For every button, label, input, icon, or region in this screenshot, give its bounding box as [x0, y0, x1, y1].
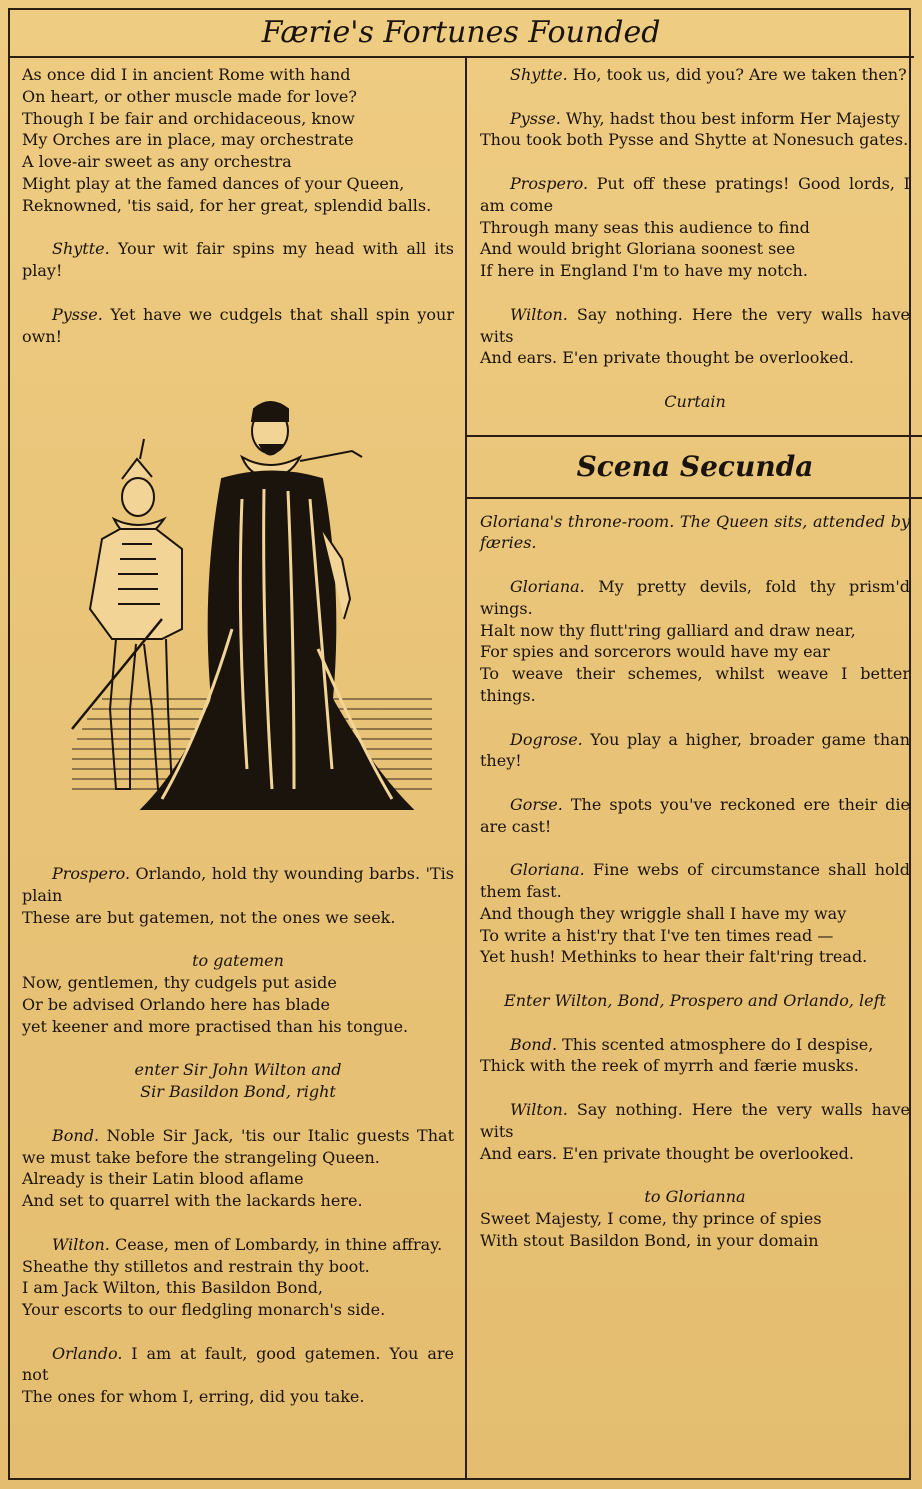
prospero-speech: [480, 173, 910, 282]
speech-text: Ho, took us, did you? Are we taken then?: [567, 65, 907, 84]
right-column: [480, 64, 910, 1273]
bond-speech: [22, 1125, 454, 1212]
spacer: [480, 499, 910, 511]
speaker-name: Pysse.: [52, 304, 103, 324]
stage-direction-enter: enter Sir John Wilton and Sir Basildon Bond, right: [134, 1060, 342, 1102]
speech-text: Yet have we cudgels that shall spin your own!: [22, 304, 454, 346]
speech-text: You play a higher, broader game than they!: [480, 729, 910, 771]
speech-text: Noble Sir Jack, 'tis our Italic guests That we must take before the strangeling Queen. Already is their Latin blood aflame And set to quarrel with the lackards here.: [22, 1125, 454, 1211]
page-title: Færie's Fortunes Founded: [261, 15, 661, 50]
speaker-name: Shytte.: [510, 65, 568, 84]
bond-speech: [480, 1034, 910, 1078]
speaker-name: Pysse.: [510, 108, 561, 128]
speaker-name: Wilton.: [510, 304, 568, 324]
wilton-speech: [480, 1099, 910, 1164]
intro-verse: As once did I in ancient Rome with hand On heart, or other muscle made for love? Though I be fair and orchidaceous, know My Orches are in place, may orchestrate A love-air sweet as any orchestra Might play at the famed dances of your Queen, Reknowned, 'tis said, for her great, splendid balls.: [22, 65, 432, 215]
speech-text: My pretty devils, fold thy prism'd wings. Halt now thy flutt'ring galliard and draw near, For spies and sorcerors would have my ear To weave their schemes, whilst weave I better things.: [480, 576, 910, 705]
speech-text: Cease, men of Lombardy, in thine affray. Sheathe thy stilletos and restrain thy boot. I am Jack Wilton, this Basildon Bond, Your escorts to our fledgling monarch's side.: [22, 1234, 443, 1320]
prospero-speech-cont: Now, gentlemen, thy cudgels put aside Or be advised Orlando here has blade yet keener and more practised than his tongue.: [22, 973, 409, 1036]
scene-title: Scena Secunda: [576, 449, 814, 483]
speaker-name: Gloriana.: [510, 860, 585, 880]
pysse-speech: [480, 108, 910, 152]
speech-text: This scented atmosphere do I despise, Thick with the reek of myrrh and færie musks.: [480, 1034, 874, 1076]
speech-text: The spots you've reckoned ere their die are cast!: [480, 794, 910, 836]
stage-direction-enter: Enter Wilton, Bond, Prospero and Orlando, left: [504, 991, 886, 1011]
speaker-name: Gloriana.: [510, 576, 585, 596]
wilton-speech: [22, 1234, 454, 1321]
gorse-speech: [480, 794, 910, 838]
speaker-name: Prospero.: [52, 864, 131, 884]
prospero-speech: [22, 863, 454, 928]
speaker-name: Wilton.: [510, 1100, 568, 1120]
stage-direction: to Glorianna: [644, 1187, 746, 1207]
speaker-name: Shytte.: [52, 239, 110, 259]
shytte-speech: [480, 64, 910, 86]
column-divider: [465, 58, 467, 1480]
pysse-speech: [22, 304, 454, 348]
dogrose-speech: [480, 729, 910, 773]
stage-direction: to gatemen: [192, 951, 284, 971]
speech-text: Say nothing. Here the very walls have wits And ears. E'en private thought be overlooked.: [480, 1100, 910, 1163]
wilton-speech-cont: Sweet Majesty, I come, thy prince of spies With stout Basildon Bond, in your domain: [480, 1209, 822, 1250]
speaker-name: Bond.: [510, 1034, 558, 1054]
illustration-prospero-orlando: [32, 369, 452, 849]
speech-text: Orlando, hold thy wounding barbs. 'Tis plain These are but gatemen, not the ones we seek.: [22, 864, 454, 927]
curtain-direction: Curtain: [664, 391, 726, 411]
speaker-name: Wilton.: [52, 1234, 110, 1254]
speaker-name: Orlando.: [52, 1343, 123, 1363]
speech-text: Put off these pratings! Good lords, I am come Through many seas this audience to find And would bright Gloriana soonest see If here in England I'm to have my notch.: [480, 173, 910, 281]
speaker-name: Bond.: [52, 1125, 100, 1145]
speaker-name: Prospero.: [510, 173, 589, 193]
speaker-name: Gorse.: [510, 794, 563, 814]
shytte-speech: [22, 238, 454, 282]
speech-text: I am at fault, good gatemen. You are not The ones for whom I, erring, did you take.: [22, 1343, 454, 1407]
speech-text: Say nothing. Here the very walls have wits And ears. E'en private thought be overlooked.: [480, 304, 910, 368]
speech-text: Fine webs of circumstance shall hold them fast. And though they wriggle shall I have my way To write a hist'ry that I've ten times read — Yet hush! Methinks to hear their falt'ring tread.: [480, 860, 910, 967]
orlando-speech: [22, 1343, 454, 1408]
header-rule: [8, 56, 914, 58]
left-column: [22, 64, 454, 1430]
gloriana-speech: [480, 576, 910, 707]
gloriana-speech-2: [480, 859, 910, 968]
wilton-speech: [480, 304, 910, 369]
scene-setting: Gloriana's throne-room. The Queen sits, attended by færies.: [480, 511, 910, 553]
speaker-name: Dogrose.: [510, 729, 583, 749]
speech-text: Why, hadst thou best inform Her Majesty Thou took both Pysse and Shytte at Nonesuch gates.: [480, 108, 909, 150]
speech-text: Your wit fair spins my head with all its play!: [22, 239, 454, 281]
